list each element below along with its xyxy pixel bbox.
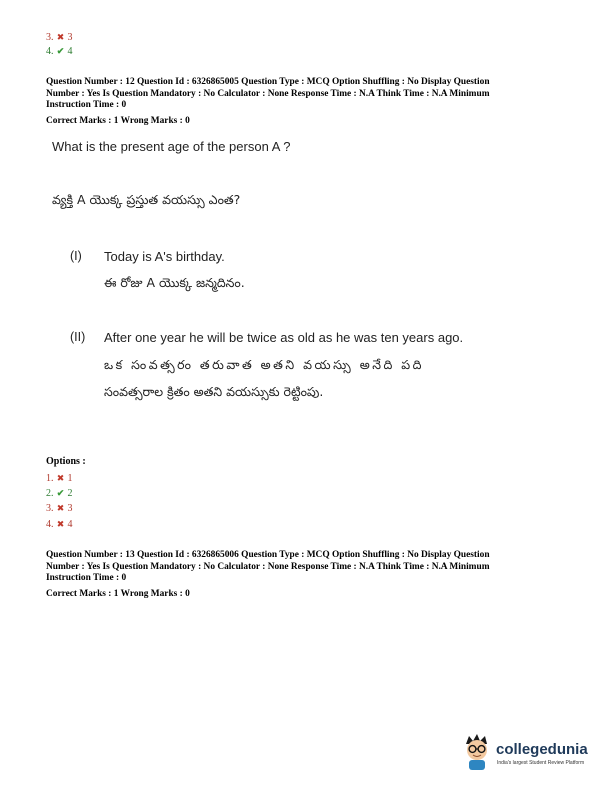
statement-2-telugu-line1: ఒక సంవత్సరం తరువాత అతని వయస్సు అనేది పది bbox=[104, 357, 424, 372]
logo-name: collegedunia bbox=[496, 741, 588, 758]
wrong-icon: ✖ bbox=[56, 503, 65, 513]
option-2: 2. ✔ 2 bbox=[46, 488, 73, 499]
options-heading: Options : bbox=[46, 456, 86, 467]
q13-meta: Question Number : 13 Question Id : 6326865006 Question Type : MCQ Option Shuffling : No Display Question Number : Yes Is Question Mandatory : No Calculator : None Response Time : N.A Think Time : N.A Minimum Instruction Time : 0 Correct Marks : 1 Wrong Marks : 0 bbox=[46, 550, 490, 599]
mascot-icon bbox=[460, 732, 494, 770]
option-3: 3. ✖ 3 bbox=[46, 503, 73, 514]
wrong-icon: ✖ bbox=[56, 519, 65, 529]
prev-option-4: 4. ✔ 4 bbox=[46, 46, 73, 57]
statement-2-english: After one year he will be twice as old as he was ten years ago. bbox=[104, 330, 464, 345]
collegedunia-logo bbox=[460, 732, 590, 770]
wrong-icon: ✖ bbox=[56, 473, 65, 483]
option-4: 4. ✖ 4 bbox=[46, 519, 73, 530]
check-icon: ✔ bbox=[56, 46, 65, 56]
option-1: 1. ✖ 1 bbox=[46, 473, 73, 484]
q12-meta: Question Number : 12 Question Id : 6326865005 Question Type : MCQ Option Shuffling : No Display Question Number : Yes Is Question Mandatory : No Calculator : None Response Time : N.A Think Time : N.A Minimum Instruction Time : 0 Correct Marks : 1 Wrong Marks : 0 bbox=[46, 77, 490, 126]
logo-tagline: India's largest Student Review Platform bbox=[497, 760, 585, 766]
statement-1-english: Today is A's birthday. bbox=[104, 249, 225, 264]
statement-1-number: (I) bbox=[70, 249, 82, 263]
prev-option-3: 3. ✖ 3 bbox=[46, 32, 73, 43]
question-telugu: వ్యక్తి A యొక్క ప్రస్తుత వయస్సు ఎంత? bbox=[52, 192, 241, 207]
check-icon: ✔ bbox=[56, 488, 65, 498]
statement-2-telugu-line2: సంవత్సరాల క్రితం అతని వయస్సుకు రెట్టింపు. bbox=[104, 384, 324, 399]
statement-1-telugu: ఈ రోజు A యొక్క జన్మదినం. bbox=[104, 275, 245, 290]
question-english: What is the present age of the person A ? bbox=[52, 139, 291, 154]
wrong-icon: ✖ bbox=[56, 32, 65, 42]
statement-2-number: (II) bbox=[70, 330, 86, 344]
